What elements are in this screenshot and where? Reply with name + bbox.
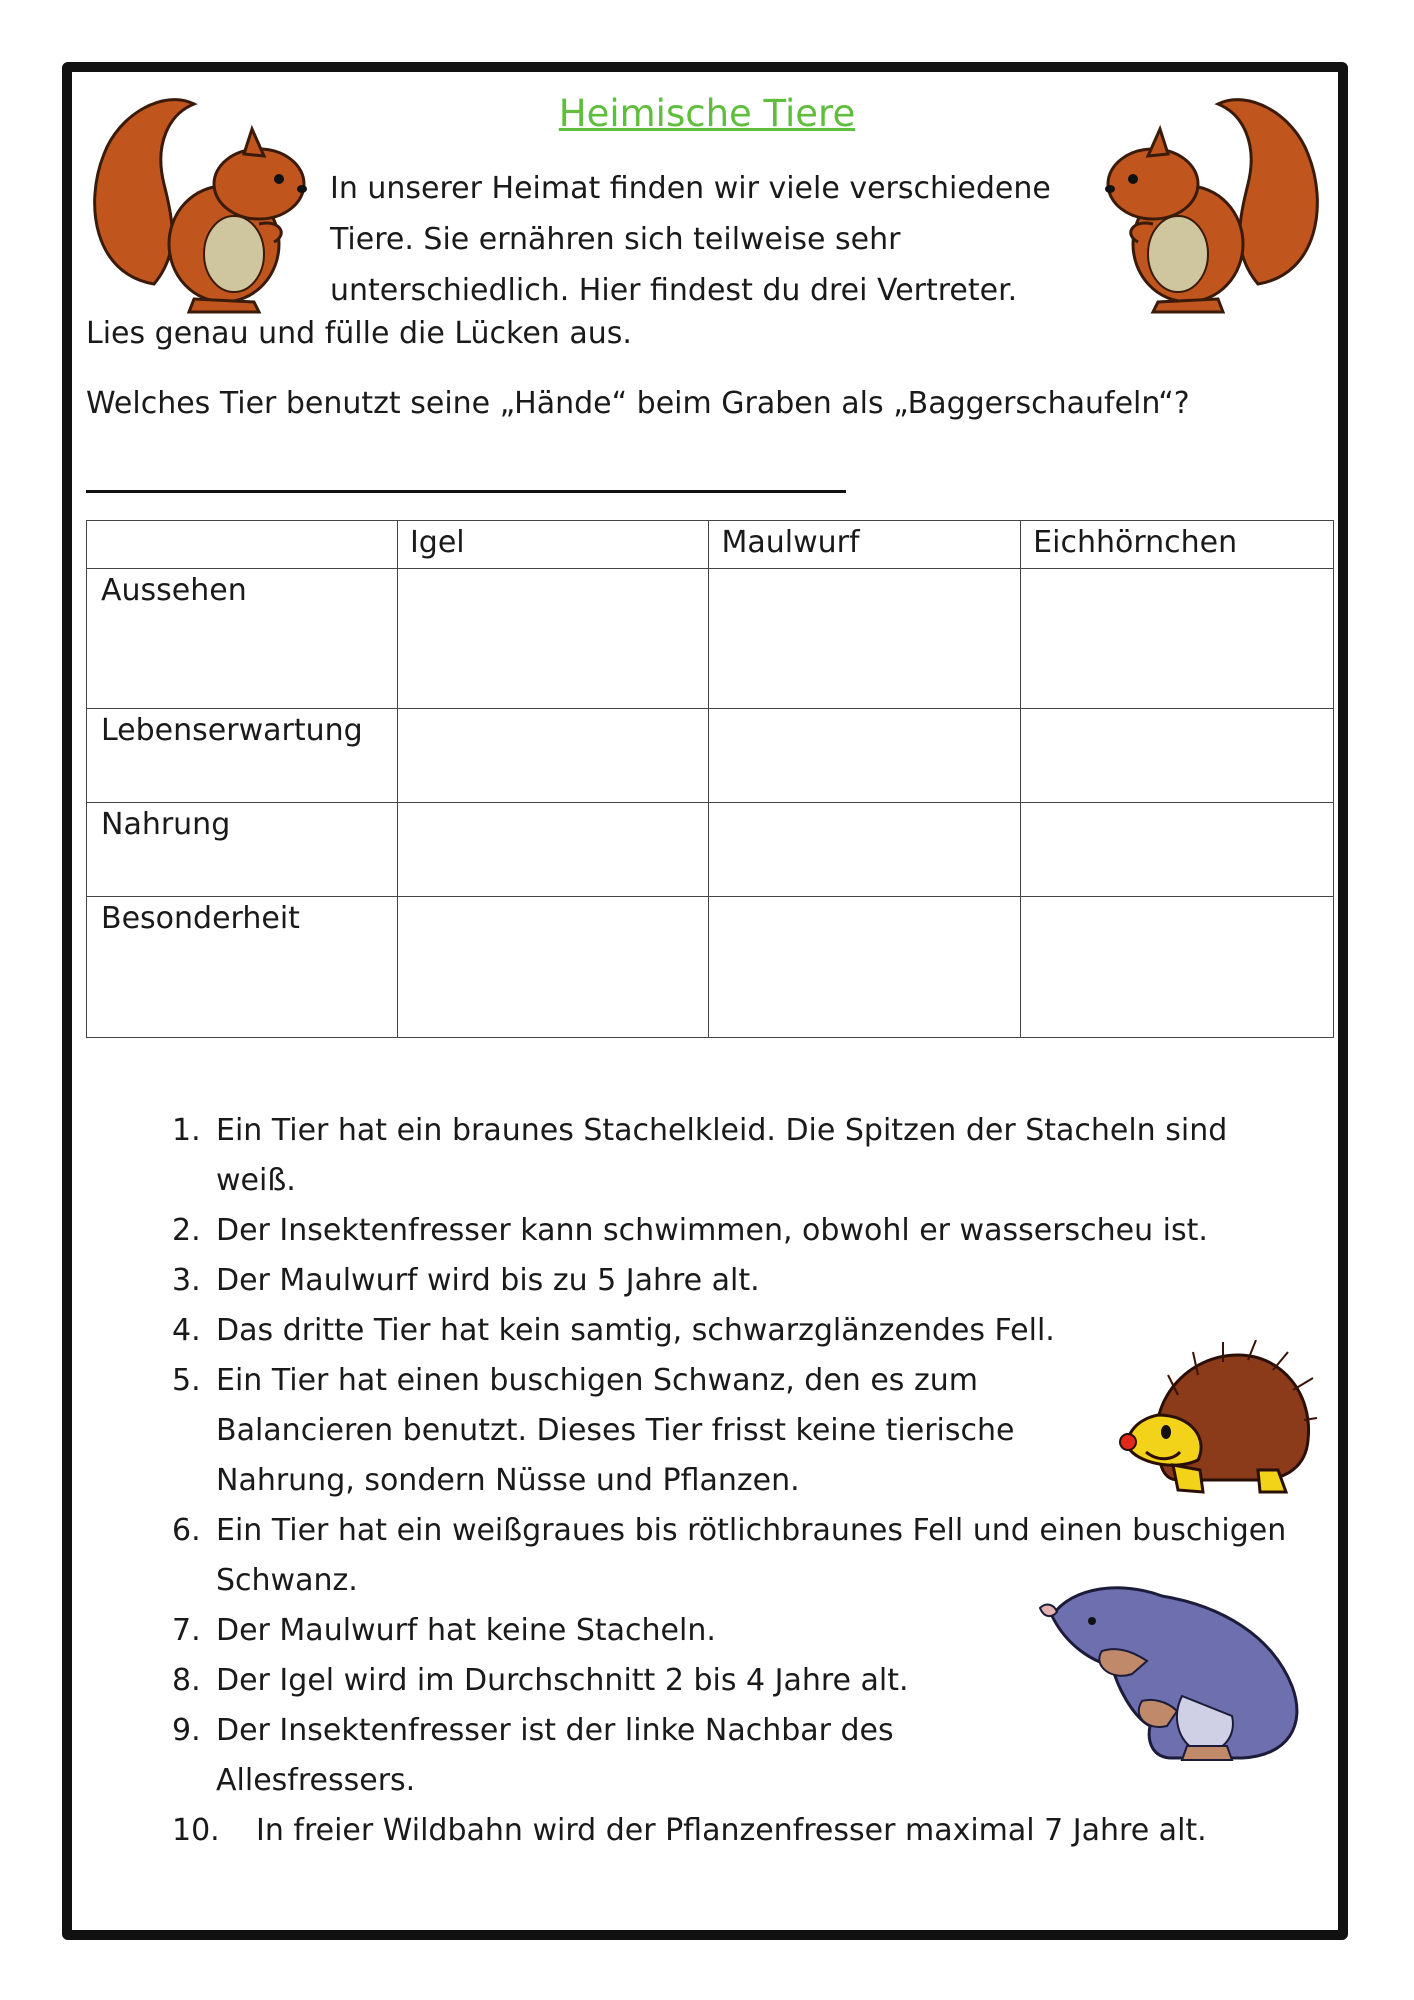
table-row <box>87 569 1334 709</box>
answer-cell[interactable] <box>1021 569 1334 709</box>
row-header-besonderheit: Besonderheit <box>87 897 398 1038</box>
clue-line: Balancieren benutzt. Dieses Tier frisst keine tierische <box>216 1413 1015 1448</box>
list-item <box>160 1206 1286 1256</box>
clue-number: 3. <box>172 1263 201 1298</box>
question-text: Welches Tier benutzt seine „Hände“ beim Graben als „Baggerschaufeln“? <box>86 386 1190 421</box>
intro-text <box>330 163 1100 316</box>
clue-number: 7. <box>172 1613 201 1648</box>
answer-cell[interactable] <box>709 709 1021 803</box>
answer-cell[interactable] <box>709 803 1021 897</box>
table-header-row <box>87 521 1334 569</box>
clue-line: weiß. <box>216 1163 296 1198</box>
answer-cell[interactable] <box>709 569 1021 709</box>
intro-line: In unserer Heimat finden wir viele verschiedene <box>330 171 1051 206</box>
clue-line: Der Igel wird im Durchschnitt 2 bis 4 Jahre alt. <box>216 1663 909 1698</box>
answer-line[interactable] <box>86 490 846 493</box>
table-row <box>87 897 1334 1038</box>
clue-number: 1. <box>172 1113 201 1148</box>
clue-number: 4. <box>172 1313 201 1348</box>
intro-line: unterschiedlich. Hier findest du drei Vertreter. <box>330 273 1018 308</box>
page-title: Heimische Tiere <box>558 92 856 135</box>
clue-number: 8. <box>172 1663 201 1698</box>
answer-cell[interactable] <box>1021 803 1334 897</box>
list-item <box>160 1256 1286 1306</box>
row-header-lebenserwartung: Lebenserwartung <box>87 709 398 803</box>
intro-line: Tiere. Sie ernähren sich teilweise sehr <box>330 222 901 257</box>
row-header-aussehen: Aussehen <box>87 569 398 709</box>
clue-line: Ein Tier hat ein weißgraues bis rötlichbraunes Fell und einen buschigen <box>216 1513 1287 1548</box>
column-header-eichhoernchen: Eichhörnchen <box>1021 521 1334 569</box>
hedgehog-icon <box>1118 1340 1318 1498</box>
answer-cell[interactable] <box>397 803 709 897</box>
clue-line: Der Insektenfresser ist der linke Nachbar des <box>216 1713 894 1748</box>
table-row <box>87 709 1334 803</box>
list-item <box>160 1106 1286 1206</box>
table-row <box>87 803 1334 897</box>
clue-number: 5. <box>172 1363 201 1398</box>
column-header-igel: Igel <box>397 521 709 569</box>
animal-table <box>86 520 1334 1038</box>
clue-line: Der Insektenfresser kann schwimmen, obwohl er wasserscheu ist. <box>216 1213 1208 1248</box>
table-corner-cell <box>87 521 398 569</box>
clue-line: Schwanz. <box>216 1563 358 1598</box>
clue-number: 9. <box>172 1713 201 1748</box>
clue-line: Der Maulwurf hat keine Stacheln. <box>216 1613 716 1648</box>
answer-cell[interactable] <box>397 897 709 1038</box>
list-item <box>160 1806 1286 1856</box>
squirrel-right-icon <box>1098 84 1328 316</box>
answer-cell[interactable] <box>1021 897 1334 1038</box>
clue-line: Nahrung, sondern Nüsse und Pflanzen. <box>216 1463 800 1498</box>
column-header-maulwurf: Maulwurf <box>709 521 1021 569</box>
mole-icon <box>1032 1566 1332 1762</box>
answer-cell[interactable] <box>397 569 709 709</box>
clue-number: 2. <box>172 1213 201 1248</box>
clue-line: In freier Wildbahn wird der Pflanzenfresser maximal 7 Jahre alt. <box>256 1813 1207 1848</box>
clue-line: Ein Tier hat einen buschigen Schwanz, den es zum <box>216 1363 978 1398</box>
answer-cell[interactable] <box>709 897 1021 1038</box>
clue-number: 6. <box>172 1513 201 1548</box>
clue-line: Ein Tier hat ein braunes Stachelkleid. Die Spitzen der Stacheln sind <box>216 1113 1228 1148</box>
row-header-nahrung: Nahrung <box>87 803 398 897</box>
clue-line: Allesfressers. <box>216 1763 416 1798</box>
answer-cell[interactable] <box>1021 709 1334 803</box>
answer-cell[interactable] <box>397 709 709 803</box>
instruction-text: Lies genau und fülle die Lücken aus. <box>86 316 632 351</box>
squirrel-left-icon <box>84 84 314 316</box>
clue-line: Der Maulwurf wird bis zu 5 Jahre alt. <box>216 1263 760 1298</box>
clue-number: 10. <box>172 1813 220 1848</box>
clue-line: Das dritte Tier hat kein samtig, schwarzglänzendes Fell. <box>216 1313 1055 1348</box>
